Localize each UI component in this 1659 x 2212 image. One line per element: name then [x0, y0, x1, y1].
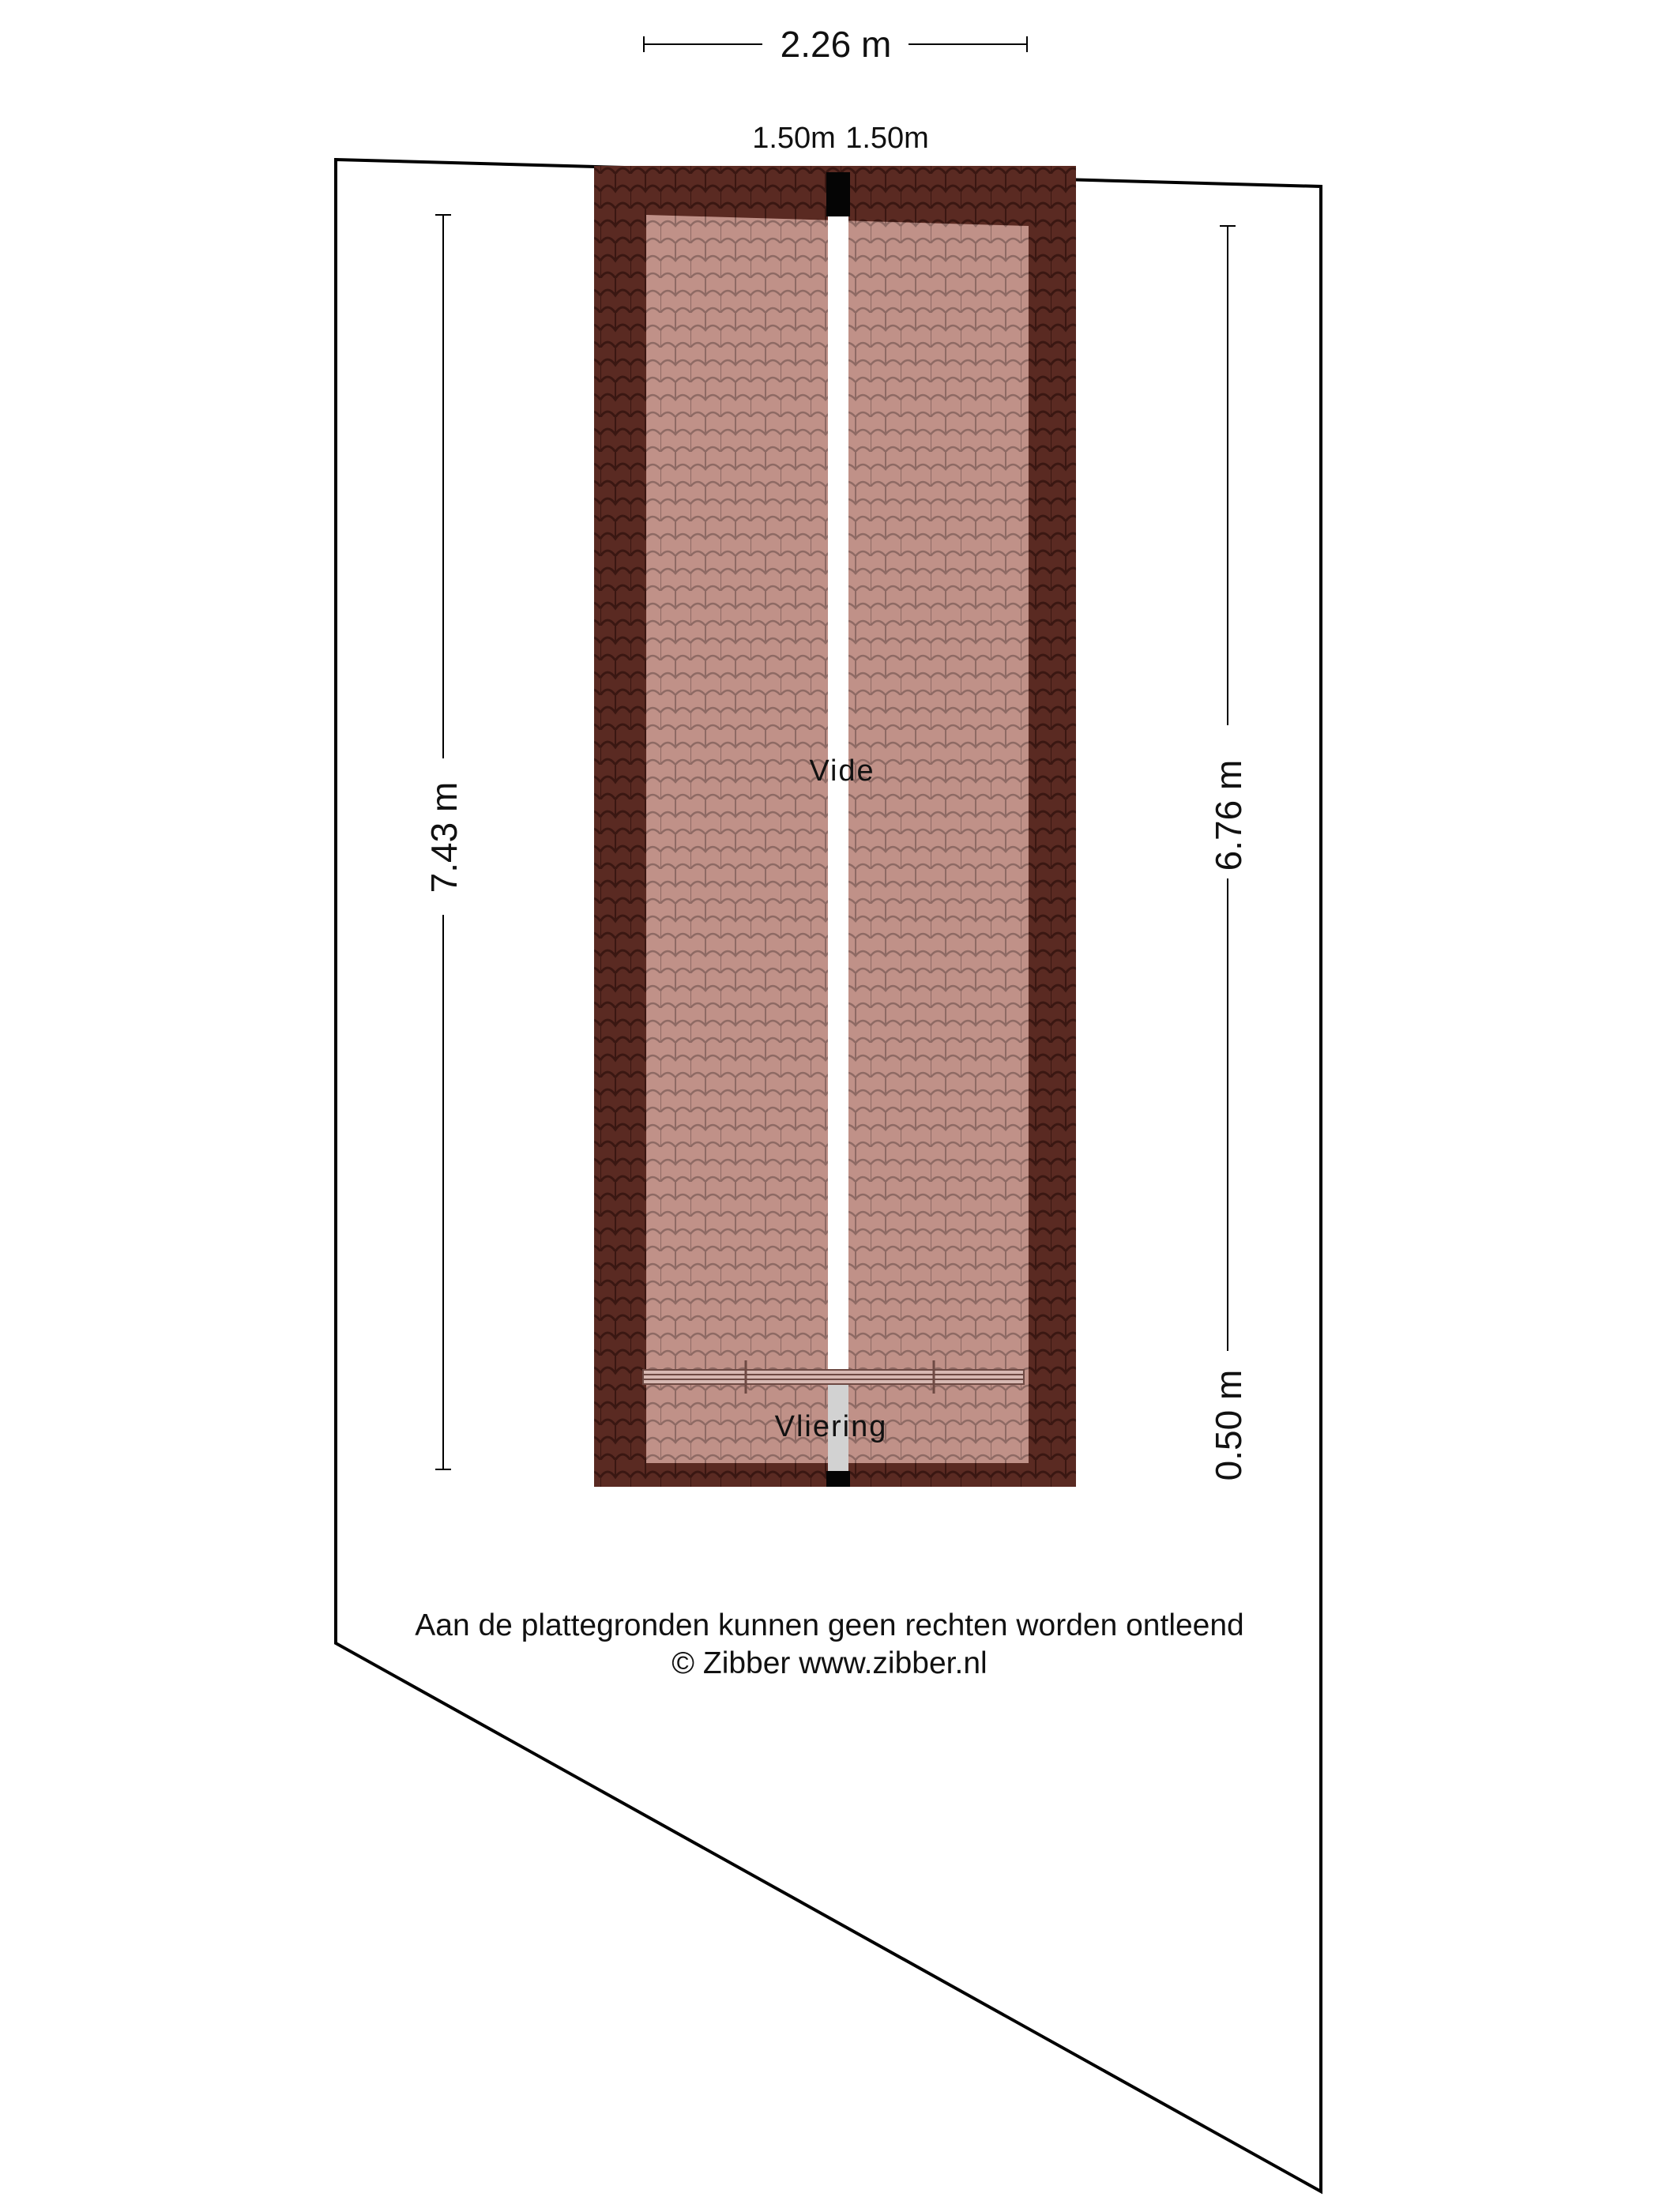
ridge-dark-top: [826, 172, 850, 216]
dim-right-upper-label: 6.76 m: [1208, 759, 1249, 871]
room-label-vide: Vide: [809, 754, 875, 788]
dim-left-height: [423, 215, 465, 1469]
dim-right-upper: [1208, 226, 1249, 1351]
disclaimer-text: Aan de plattegronden kunnen geen rechten worden ontleend: [415, 1608, 1244, 1642]
ridge-dark-bottom: [826, 1471, 850, 1487]
dim-top-width: [644, 24, 1027, 65]
ridge-line: [828, 216, 848, 1370]
copyright-text: © Zibber www.zibber.nl: [672, 1646, 988, 1680]
dim-top-left-label: 1.50m: [752, 122, 836, 155]
room-label-vliering: Vliering: [774, 1410, 888, 1443]
dim-top-width-label: 2.26 m: [780, 24, 892, 65]
dim-left-height-label: 7.43 m: [423, 781, 465, 893]
dim-right-lower: [1208, 1370, 1249, 1481]
dim-right-lower-label: 0.50 m: [1208, 1369, 1249, 1481]
dim-top-right-label: 1.50m: [845, 122, 929, 155]
